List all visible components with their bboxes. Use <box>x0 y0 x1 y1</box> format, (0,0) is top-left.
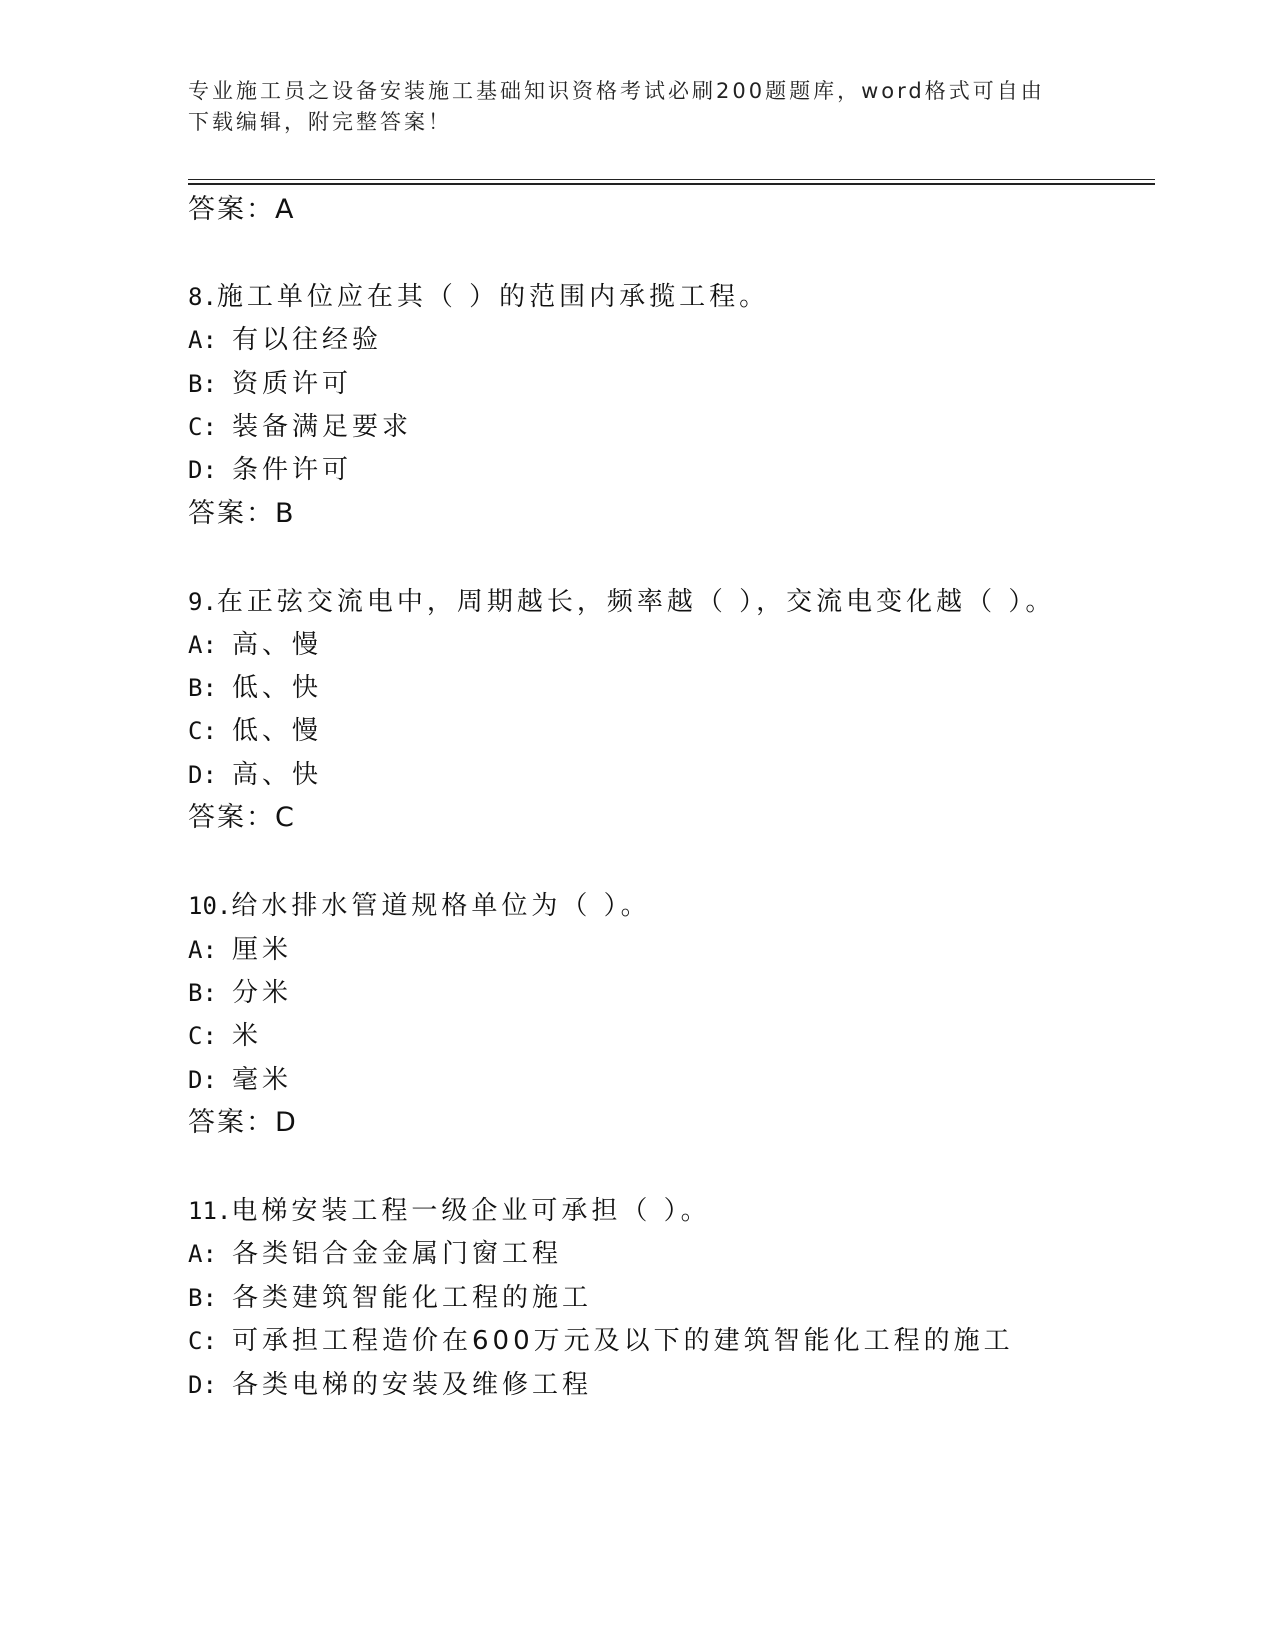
option-c <box>188 1323 1014 1359</box>
header-divider-thick <box>188 183 1155 185</box>
option-text: 高、慢 <box>232 630 323 660</box>
option-a <box>188 627 322 663</box>
option-letter: D: <box>188 1066 217 1094</box>
option-letter: B: <box>188 674 217 702</box>
option-d <box>188 452 352 488</box>
option-text: 米 <box>232 1021 263 1051</box>
option-letter: C: <box>188 413 217 441</box>
question-number: 11. <box>188 1197 232 1225</box>
option-letter: D: <box>188 456 217 484</box>
option-text: 可承担工程造价在600万元及以下的建筑智能化工程的施工 <box>232 1326 1014 1356</box>
question-11-stem <box>188 1193 711 1229</box>
option-text: 毫米 <box>232 1065 293 1095</box>
option-d <box>188 757 322 793</box>
document-header <box>188 76 1068 138</box>
question-8-stem <box>188 279 769 315</box>
option-text: 分米 <box>232 978 293 1008</box>
answer-q8: 答案：B <box>188 498 296 529</box>
question-text: 在正弦交流电中，周期越长，频率越（ ），交流电变化越（ ）。 <box>216 587 1056 617</box>
option-b <box>188 975 292 1011</box>
option-text: 各类建筑智能化工程的施工 <box>232 1283 593 1313</box>
question-number: 10. <box>188 892 232 920</box>
option-d <box>188 1367 592 1403</box>
option-text: 资质许可 <box>232 369 353 399</box>
answer-q7: 答案：A <box>188 194 296 225</box>
option-text: 高、快 <box>232 760 323 790</box>
question-number: 8. <box>188 283 217 311</box>
question-text: 施工单位应在其（ ）的范围内承揽工程。 <box>216 282 770 312</box>
option-b <box>188 366 352 402</box>
question-text: 给水排水管道规格单位为（ ）。 <box>231 891 651 921</box>
option-b <box>188 670 322 706</box>
option-letter: A: <box>188 1240 217 1268</box>
option-text: 各类电梯的安装及维修工程 <box>232 1370 593 1400</box>
question-9-stem <box>188 584 1055 620</box>
option-a <box>188 1236 562 1272</box>
option-a <box>188 322 382 358</box>
option-letter: B: <box>188 979 217 1007</box>
option-text: 低、快 <box>232 673 323 703</box>
question-number: 9. <box>188 588 217 616</box>
option-text: 有以往经验 <box>232 325 383 355</box>
header-divider-thin <box>188 179 1155 180</box>
option-text: 厘米 <box>232 935 293 965</box>
option-letter: B: <box>188 370 217 398</box>
option-letter: D: <box>188 1371 217 1399</box>
header-title-line-1: 专业施工员之设备安装施工基础知识资格考试必刷200题题库，word格式可自由 <box>188 79 1045 103</box>
option-letter: C: <box>188 717 217 745</box>
option-text: 低、慢 <box>232 716 323 746</box>
option-d <box>188 1062 292 1098</box>
option-letter: C: <box>188 1327 217 1355</box>
option-c <box>188 1018 262 1054</box>
option-text: 各类铝合金金属门窗工程 <box>232 1239 563 1269</box>
option-text: 条件许可 <box>232 455 353 485</box>
option-text: 装备满足要求 <box>232 412 413 442</box>
answer-q9: 答案：C <box>188 802 296 833</box>
option-c <box>188 713 322 749</box>
header-title-line-2: 下载编辑，附完整答案！ <box>188 110 452 134</box>
option-letter: A: <box>188 936 217 964</box>
answer-q10: 答案：D <box>188 1107 298 1138</box>
option-a <box>188 932 292 968</box>
option-letter: A: <box>188 326 217 354</box>
option-b <box>188 1280 592 1316</box>
option-letter: C: <box>188 1022 217 1050</box>
option-letter: A: <box>188 631 217 659</box>
option-letter: B: <box>188 1284 217 1312</box>
option-c <box>188 409 412 445</box>
question-10-stem <box>188 888 651 924</box>
question-text: 电梯安装工程一级企业可承担（ ）。 <box>231 1196 711 1226</box>
option-letter: D: <box>188 761 217 789</box>
